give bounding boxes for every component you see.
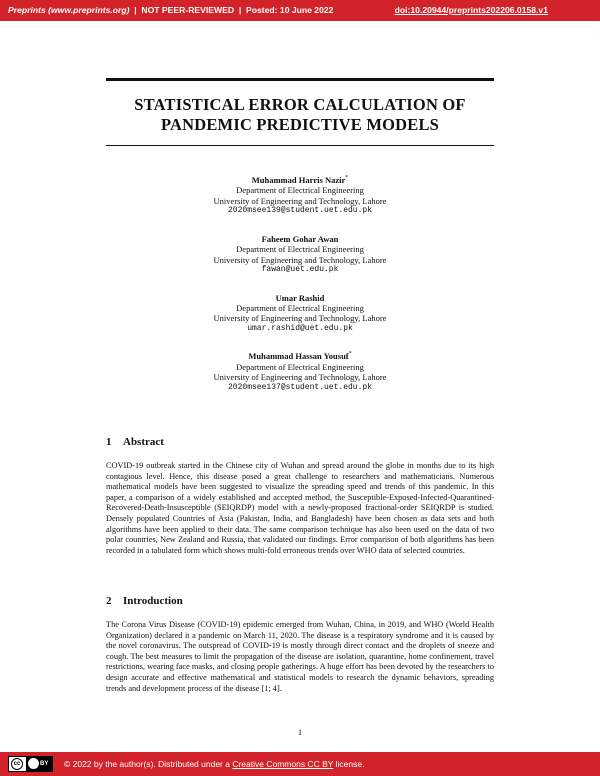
abstract-paragraph: COVID-19 outbreak started in the Chinese city of Wuhan and spread around the globe in months due to its high contagious level. Hence, this disease posed a great challenge to researchers and mathematicians. Numerous mathematical models have been suggested to visualize the spreading speed and trends of this pandemic. In this paper, a comparison of a widely established and accepted method, the Susceptible-Exposed-Infected-Quarantined-Recovered-Death-Insusceptible (SEIQRDP) model with a newly-proposed fractional-order SEIQRDP is studied. Densely populated Countries of Asia (Pakistan, India, and Bangladesh) have been chosen as data sets and both algorithms have been applied to their data. The same comparison technique has also been used on the data of two polar countries, New Zealand and Russia, that validated our findings. Error comparison of both algorithms has been recorded in a tabulated form which shows multi-fold erroneous trends over WHO data of selected countries.: [106, 461, 494, 555]
author-list: [106, 173, 494, 408]
license-prefix: © 2022 by the author(s). Distributed under a: [64, 759, 233, 769]
author-name: Faheem Gohar Awan: [261, 233, 339, 244]
author-name: Muhammad Harris Nazir*: [251, 174, 349, 185]
author-department: Department of Electrical Engineering: [236, 185, 364, 196]
cc-icon: cc: [11, 758, 23, 770]
author-block: [106, 291, 494, 335]
license-suffix: license.: [333, 759, 365, 769]
paper-title: [106, 95, 494, 135]
author-university: University of Engineering and Technology, Lahore: [213, 195, 387, 206]
preprints-brand-link[interactable]: Preprints (www.preprints.org): [8, 5, 130, 15]
creative-commons-link[interactable]: Creative Commons CC BY: [232, 759, 334, 769]
license-footer-bar: [0, 752, 600, 776]
author-email[interactable]: 2020msee137@student.uet.edu.pk: [227, 382, 373, 392]
author-email[interactable]: umar.rashid@uet.edu.pk: [247, 323, 353, 333]
introduction-paragraph: The Corona Virus Disease (COVID-19) epidemic emerged from Wuhan, China, in 2019, and WHO (World Health Organization) declared it a pandemic on March 11, 2020. The disease is a respiratory syndrome and it is caused by the novel coronavirus. The outspread of COVID-19 is mostly through direct contact and the droplets of sneeze and cough. The best measures to limit the propagation of the disease are isolation, quarantine, home confinement, travel restrictions, wearing face masks, and closing people gatherings. A huge effort has been devoted by the researchers to design accurate and effective mathematical and statistical models to research the dynamic behaviors, spreading trends and development process of the disease [1; 4].: [106, 620, 494, 693]
cc-by-label: BY: [40, 761, 49, 767]
section-title: Introduction: [123, 595, 183, 607]
page-number: 1: [297, 727, 303, 737]
author-department: Department of Electrical Engineering: [236, 302, 364, 313]
author-block: [106, 349, 494, 393]
author-name: Muhammad Hassan Yousuf*: [248, 351, 352, 362]
corresponding-mark: *: [348, 351, 352, 358]
title-line-2: PANDEMIC PREDICTIVE MODELS: [160, 115, 440, 134]
author-name: Umar Rashid: [275, 292, 325, 303]
author-department: Department of Electrical Engineering: [236, 244, 364, 255]
header-separator-1: |: [134, 5, 137, 15]
section-number: 2: [106, 595, 112, 607]
author-block: [106, 232, 494, 276]
section-number: 1: [106, 436, 112, 448]
author-email[interactable]: fawan@uet.edu.pk: [261, 265, 339, 275]
author-university: University of Engineering and Technology, Lahore: [213, 372, 387, 383]
author-email[interactable]: 2020msee139@student.uet.edu.pk: [227, 206, 373, 216]
license-text: [64, 752, 364, 776]
cc-by-license-icon[interactable]: [8, 756, 53, 772]
author-university: University of Engineering and Technology, Lahore: [213, 254, 387, 265]
preprint-header-bar: [0, 0, 600, 21]
author-department: Department of Electrical Engineering: [236, 361, 364, 372]
author-university: University of Engineering and Technology, Lahore: [213, 313, 387, 324]
section-heading-introduction: [106, 595, 183, 607]
title-top-rule: [106, 78, 494, 81]
corresponding-mark: *: [345, 175, 349, 181]
author-block: [106, 173, 494, 217]
doi-link[interactable]: doi:10.20944/preprints202206.0158.v1: [394, 5, 548, 15]
attribution-person-icon: [28, 758, 39, 769]
title-bottom-rule: [106, 145, 494, 146]
review-status: NOT PEER-REVIEWED: [141, 5, 235, 15]
section-title: Abstract: [123, 436, 164, 448]
header-left: [8, 0, 333, 21]
title-line-1: STATISTICAL ERROR CALCULATION OF: [134, 95, 466, 114]
posted-date: Posted: 10 June 2022: [246, 5, 334, 15]
header-separator-2: |: [238, 5, 242, 15]
section-heading-abstract: [106, 436, 164, 448]
